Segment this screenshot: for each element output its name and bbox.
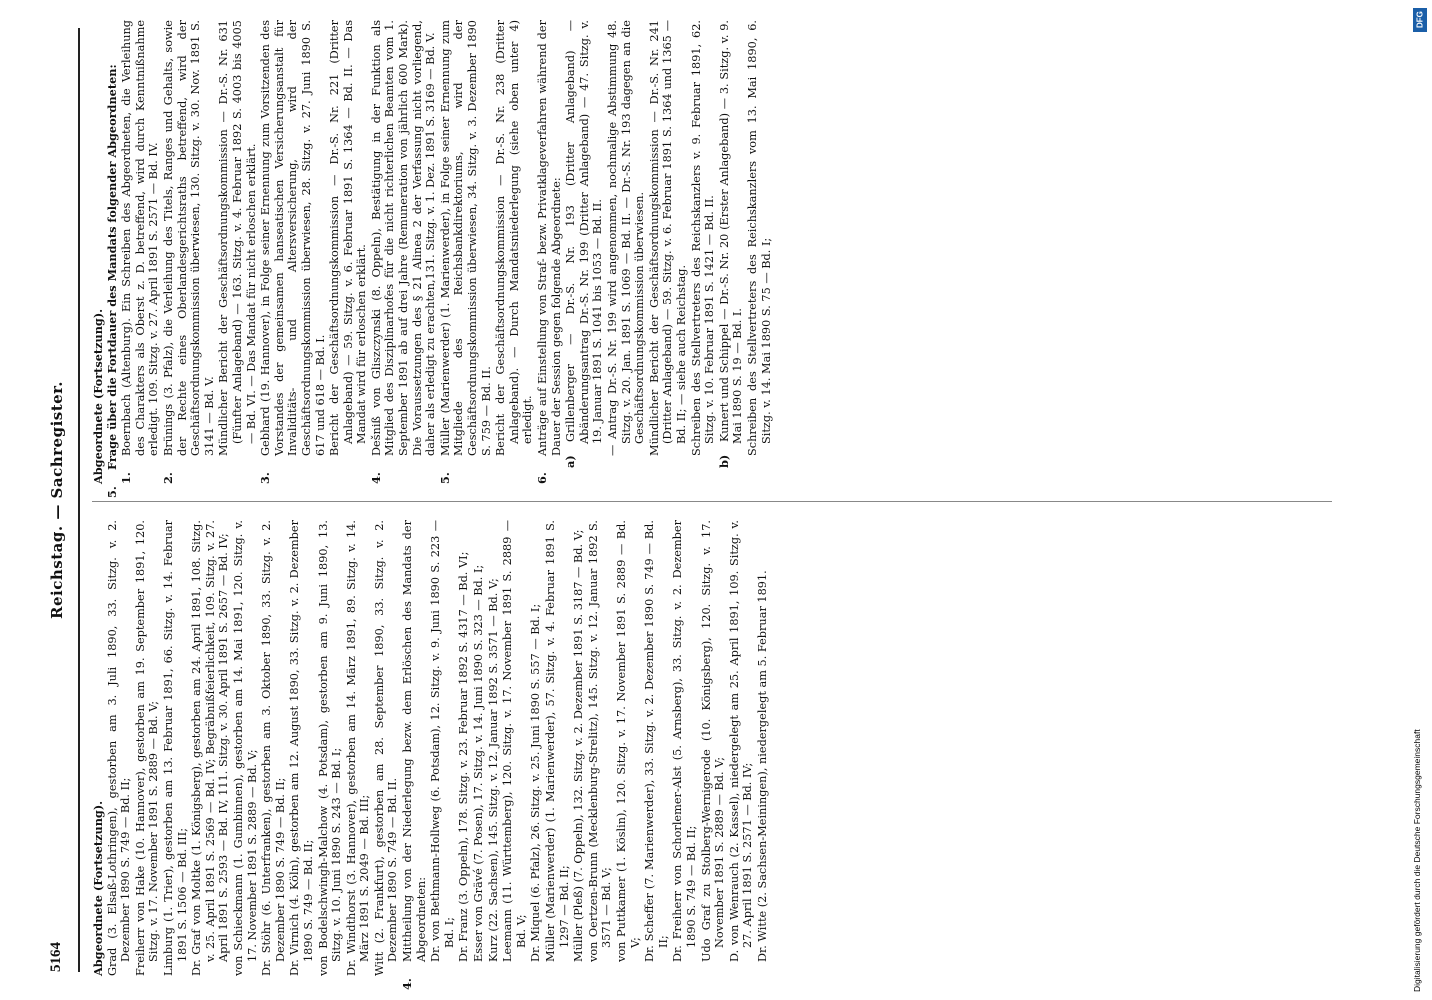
list-item [370,20,438,484]
list-item: Udo Graf zu Stolberg-Wernigerode (10. Königsberg), 120. Sitzg. v. 17. November 1891 S. 2889 — Bd. V; [699,520,727,962]
section-5-title: Frage über die Fortdauer des Mandats folgender Abgeordneten: [104,64,119,470]
page-number: 5164 [48,942,64,972]
dfg-logo: DFG [1413,8,1427,32]
left-heading: Abgeordnete (Fortsetzung). [91,800,105,976]
list-item: Dr. Witte (2. Sachsen-Meiningen), niedergelegt am 5. Februar 1891. [755,570,769,962]
item-text: Anträge auf Einstellung von Straf- bezw. Privatklageverfahren während der Dauer der Session gegen folgende Abgeordnete: [536,20,563,456]
list-item [259,20,327,484]
list-item: von Oertzen-Brunn (Mecklenburg-Strelitz), 145. Sitzg. v. 12. Januar 1892 S. 3571 — Bd. V; [586,520,614,962]
list-item: D. von Wenrauch (2. Kassel), niedergelegt am 25. April 1891, 109. Sitzg. v. 27. April 1891 S. 2571 — Bd. IV; [727,520,755,962]
item-text: Mündlicher Bericht der Geschäftsordnungskommission — Dr.-S. Nr. 631 (Fünfter Anlageband) — 163. Sitzg. v. 4. Februar 1892 S. 4003 bis 4005 — Bd. VI. — Das Mandat für nicht erloschen erklärt. [217,20,258,456]
list-item [217,20,258,484]
list-item [564,20,605,484]
section-5-items [120,20,773,484]
left-entries [106,520,400,976]
item-text: Boernbach (Altenburg). Ein Schreiben des Abgeordneten, die Verleihung des Charakters als Oberst z. D. betreffend, wird durch Kenntnißnahme erledigt. 109. Sitzg. v. 27. April 1891 S. 2571 — Bd. IV. [120,20,161,456]
list-item: Freiherr von Hake (10. Hannover), gestorben am 19. September 1891, 120. Sitzg. v. 17. November 1891 S. 2889 — Bd. V; [133,520,161,976]
item-number: 1. [119,472,134,484]
right-column [91,20,1332,498]
list-item: Müller (Marienwerder) (1. Marienwerder), 57. Sitzg. v. 4. Februar 1891 S. 1297 — Bd. II; [544,520,571,962]
list-item: von Schieckmann (1. Gumbinnen), gestorben am 14. Mai 1891, 120. Sitzg. v. 17. November 1891 S. 2889 — Bd. V; [231,520,259,976]
item-number: b) [716,454,731,468]
list-item: Dr. Stöhr (6. Unterfranken), gestorben am 3. Oktober 1890, 33. Sitzg. v. 2. Dezember 1890 S. 749 — Bd. II; [260,520,287,976]
list-item [536,20,563,484]
item-number: a) [563,455,578,468]
list-item: Witt (2. Frankfurt), gestorben am 28. September 1890, 33. Sitzg. v. 2. Dezember 1890 S. 749 — Bd. II. [372,520,400,976]
item-text: Schreiben des Stellvertreters des Reichskanzlers v. 9. Februar 1891, 62. Sitzg. v. 10. Februar 1891 S. 1421 — Bd. II. [689,20,717,456]
list-item: Dr. Freiherr von Schorlemer-Alst (5. Arnsberg), 33. Sitzg. v. 2. Dezember 1890 S. 749 — Bd. II; [671,520,698,962]
item-number: 4. [368,472,383,484]
digitization-credit: Digitalisierung gefördert durch die Deutsche Forschungsgemeinschaft [1412,729,1422,992]
item-text: Grillenberger — Dr.-S. Nr. 193 (Dritter Anlageband) — Abänderungsantrag Dr.-S. Nr. 199 (Dritter Anlageband) — 47. Sitzg. v. 19. Januar 1891 S. 1041 bis 1053 — Bd. II. [564,20,605,444]
list-item: Kurz (22. Sachsen), 145. Sitzg. v. 12. Januar 1892 S. 3571 — Bd. V; [486,578,500,962]
list-item: Müller (Pleß) (7. Oppeln), 132. Sitzg. v. 2. Dezember 1891 S. 3187 — Bd. V; [572,529,586,962]
item-text: Bericht der Geschäftsordnungskommission — Dr.-S. Nr. 221 (Dritter Anlageband) — 59. Sitzg. v. 6. Februar 1891 S. 1364 — Bd. II. — Das Mandat wird für erloschen erklärt. [328,20,369,456]
section-4-title: Mittheilung von der Niederlegung bezw. dem Erlöschen des Mandats der Abgeordneten: [401,520,428,962]
list-item: Dr. von Bethmann-Hollweg (6. Potsdam), 12. Sitzg. v. 9. Juni 1890 S. 223 — Bd. I; [429,520,456,962]
list-item: Dr. Miquel (6. Pfalz), 26. Sitzg. v. 25. Juni 1890 S. 557 — Bd. I; [529,603,543,962]
item-number: 2. [160,472,175,484]
item-text: Bericht der Geschäftsordnungskommission — Dr.-S. Nr. 238 (Dritter Anlageband). — Durch Mandatsniederlegung (siehe oben unter 4) erledigt. [494,20,535,456]
item-text: Schreiben des Stellvertreters des Reichskanzlers vom 13. Mai 1890, 6. Sitzg. v. 14. Mai 1890 S. 75 — Bd. I; [745,20,773,456]
list-item: Dr. Scheffer (7. Marienwerder), 33. Sitzg. v. 2. Dezember 1890 S. 749 — Bd. II; [643,520,670,962]
section-4-heading [400,520,428,990]
page-title: Reichstag. — Sachregister. [48,381,66,619]
list-item: Dr. Graf von Moltke (1. Königsberg), gestorben am 24. April 1891, 108. Sitzg. v. 25. April 1891 S. 2569 — Bd. IV; Begräbnißfeierlichkeit, 109. Sitzg. v. 27. April 1891 S. 2593 — Bd. IV, 111. Sitzg. v. 30. April 1891 S. 2657 — Bd. IV; [190,520,231,976]
list-item [439,20,493,484]
list-item [746,20,773,484]
list-item: Dr. Virnich (4. Köln), gestorben am 12. August 1890, 33. Sitzg. v. 2. Dezember 1890 S. 749 — Bd. II; [288,520,315,976]
list-item [718,20,745,484]
list-item [648,20,689,484]
column-divider [92,501,1332,502]
list-item [606,20,647,484]
item-text: Müller (Marienwerder) (1. Marienwerder), in Folge seiner Ernennung zum Mitgliede des Reichsbankdirektoriums, wird der Geschäftsordnungskommission überwiesen, 34. Sitzg. v. 3. Dezember 1890 S. 759 — Bd. II. [438,20,493,456]
list-item: Esser von Grävé (7. Posen), 17. Sitzg. v. 14. Juni 1890 S. 323 — Bd. I; [472,564,486,962]
right-heading: Abgeordnete (Fortsetzung). [91,308,105,484]
list-item: Grad (3. Elsaß-Lothringen), gestorben am 3. Juli 1890, 33. Sitzg. v. 2. Dezember 1890 S. 749 — Bd. II; [105,520,133,976]
section-4-entries [429,520,769,976]
section-5-heading [104,20,120,498]
list-item: von Bodelschwingh-Malchow (4. Potsdam), gestorben am 9. Juni 1890, 13. Sitzg. v. 10. Juni 1890 S. 243 — Bd. I; [316,520,344,976]
section-5-number: 5. [104,486,119,498]
list-item [328,20,369,484]
item-text: Kunert und Schippel — Dr.-S. Nr. 20 (Erster Anlageband) — 3. Sitzg. v. 9. Mai 1890 S. 19 — Bd. I. [717,20,745,444]
item-number: 6. [535,472,549,484]
list-item: Limburg (1. Trier), gestorben am 13. Februar 1891, 66. Sitzg. v. 14. Februar 1891 S. 1506 — Bd. III; [161,520,189,976]
list-item: von Puttkamer (1. Köslin), 120. Sitzg. v. 17. November 1891 S. 2889 — Bd. V; [614,520,642,962]
item-text: Dešniß von Gliszczynski (8. Oppeln), Bestätigung in der Funktion als Mitglied des Disziplinarhofes für die nicht richterlichen Beamten vom 1. September 1891 ab auf drei Jahre (Remuneration von jährlich 600 Mark). Die Voraussetzungen des § 21 Alinea 2 der Verfassung nicht vorliegend, daher als erledigt zu erachten,131. Sitzg. v. 1. Dez. 1891 S. 3169 — Bd. V. [369,20,438,456]
section-4-number: 4. [400,978,415,990]
item-number: 5. [437,472,452,484]
item-text: Mündlicher Bericht der Geschäftsordnungskommission — Dr.-S. Nr. 241 (Dritter Anlageband) — 59. Sitzg. v. 6. Februar 1891 S. 1364 und 1365 — Bd. II; — siehe auch Reichstag. [647,20,688,456]
list-item: Dr. Windthorst (3. Hannover), gestorben am 14. März 1891, 89. Sitzg. v. 14. März 1891 S. 2049 — Bd. III; [344,520,372,976]
list-item [120,20,161,484]
header-rule [78,28,80,972]
left-column [91,520,1332,990]
item-text: Gebhard (19. Hannover), in Folge seiner Ernennung zum Vorsitzenden des Vorstandes der gemeinsamen hanseatischen Versicherungsanstalt für Invaliditäts- und Altersversicherung, wird der Geschäftsordnungskommission überwiesen, 28. Sitzg. v. 27. Juni 1890 S. 617 und 618 — Bd. I. [259,20,327,456]
list-item [494,20,535,484]
item-text: Brünings (3. Pfalz), die Verleihung des Titels, Ranges und Gehalts, sowie der Rechte eines Oberlandesgerichtsraths betreffend, wird der Geschäftsordnungskommission überwiesen, 130. Sitzg. v. 30. Nov. 1891 S. 3141 — Bd. V. [161,20,216,456]
item-number: 3. [258,472,273,484]
list-item: Dr. Franz (3. Oppeln), 178. Sitzg. v. 23. Februar 1892 S. 4317 — Bd. VI; [457,551,471,962]
list-item [690,20,717,484]
page-header [40,28,80,972]
list-item [162,20,216,484]
item-text: — Antrag Dr.-S. Nr. 199 wird angenommen, nochmalige Abstimmung 48. Sitzg. v. 20. Jan. 1891 S. 1069 — Bd. II. — Dr.-S. Nr. 193 dagegen an die Geschäftsordnungskommission überwiesen. [605,20,647,456]
list-item: Leemann (11. Württemberg), 120. Sitzg. v. 17. November 1891 S. 2889 — Bd. V; [501,520,528,962]
